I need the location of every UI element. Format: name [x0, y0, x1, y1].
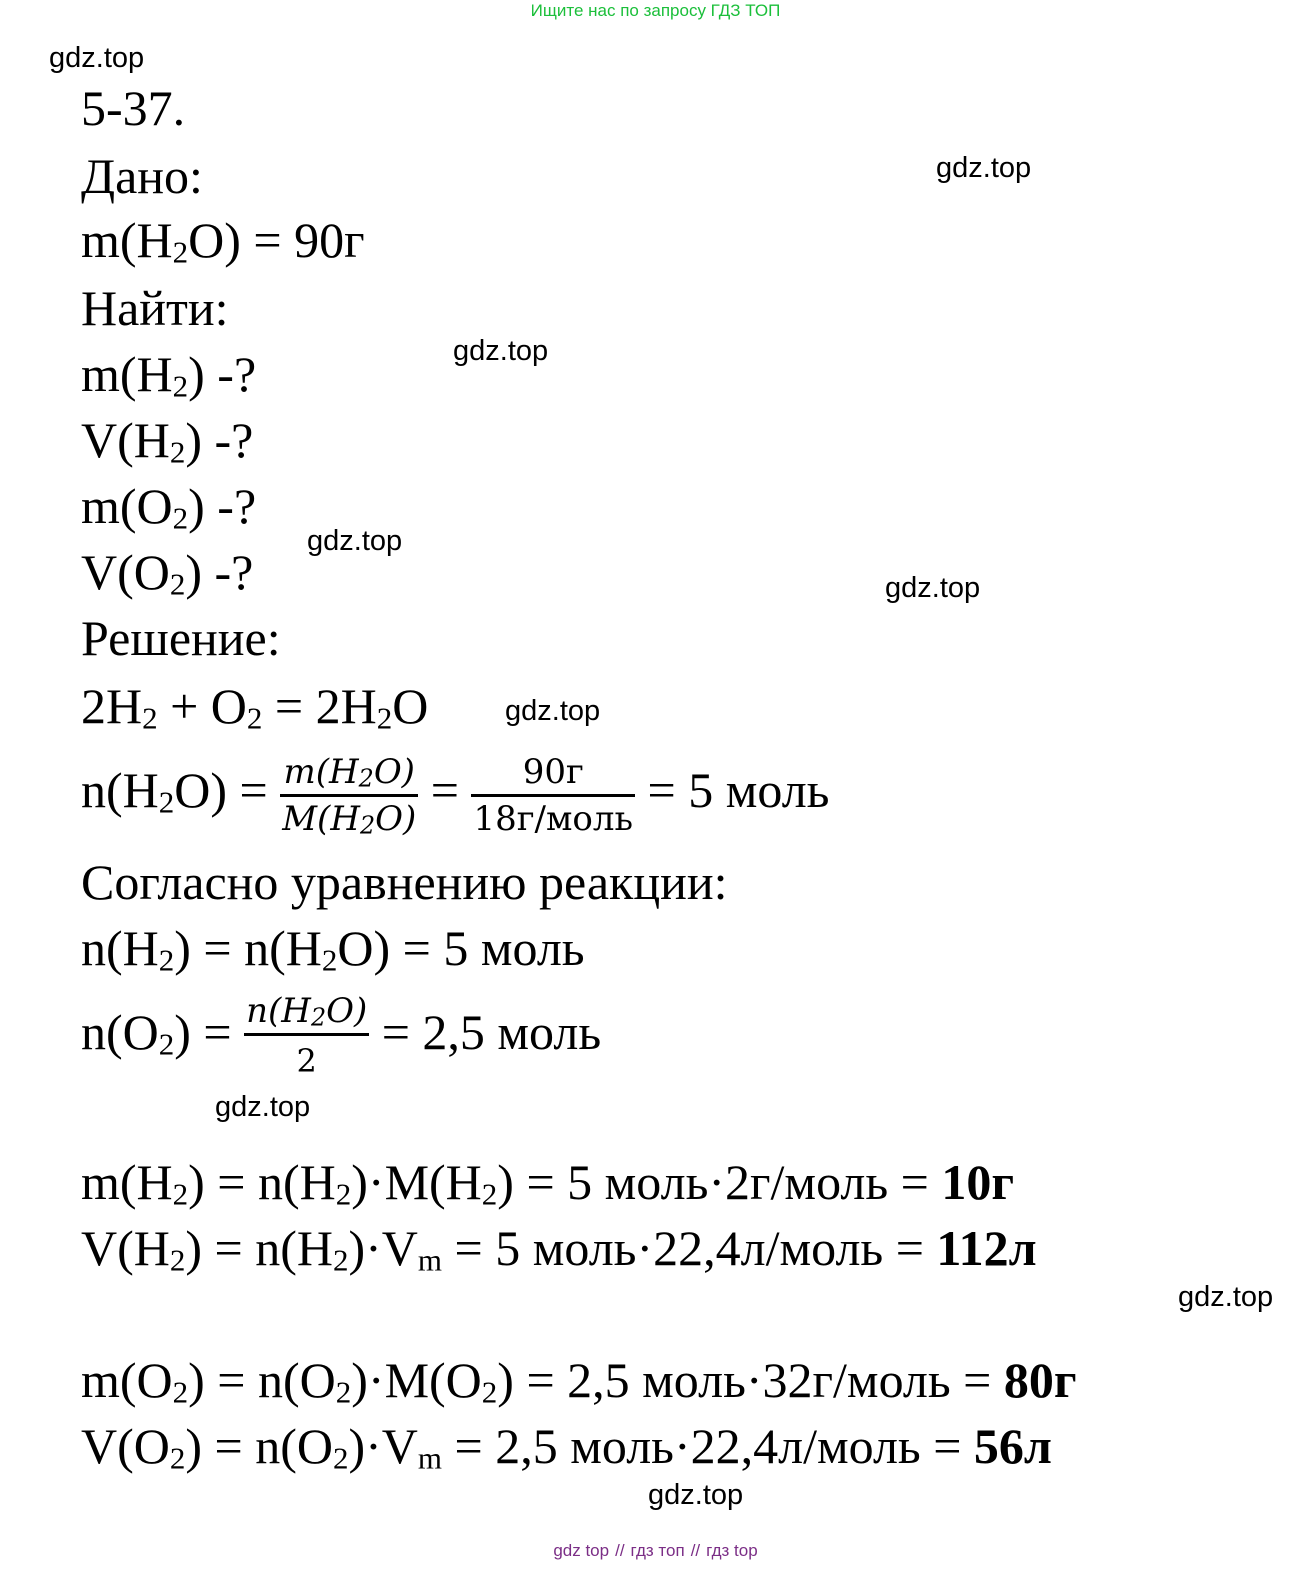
- moles-oxygen: n(O2) = $\frac{n(H2O)}{2}$ = 2,5 моль: [81, 984, 601, 1086]
- answer-volume-oxygen: 56л: [973, 1418, 1052, 1474]
- moles-water-formula: n(H2O) = $\frac{m(H2O)}{M(H2O)}$ = $\frac{90г}{\text{18г/моль}}$ = 5 моль: [81, 752, 830, 840]
- fraction-values: $\frac{90г}{\text{18г/моль}}$: [473, 752, 634, 840]
- footer-link[interactable]: гдз top: [706, 1541, 758, 1560]
- solution-label: Решение:: [81, 610, 281, 666]
- watermark: gdz.top: [49, 42, 145, 74]
- footer-link[interactable]: gdz top: [553, 1541, 610, 1560]
- watermark: gdz.top: [648, 1479, 744, 1511]
- mass-hydrogen: m(H2) = n(H2)·M(H2) = 5 моль·2г/моль = 10г: [81, 1154, 1015, 1212]
- answer-mass-hydrogen: 10г: [941, 1154, 1015, 1210]
- answer-volume-hydrogen: 112л: [936, 1220, 1037, 1276]
- according-to-equation: Согласно уравнению реакции:: [81, 854, 728, 910]
- top-banner: Ищите нас по запросу ГДЗ ТОП: [530, 1, 781, 20]
- watermark: gdz.top: [453, 335, 549, 367]
- find-item: V(O2) -?: [81, 544, 254, 602]
- task-number: 5-37.: [81, 80, 186, 136]
- volume-oxygen: V(O2) = n(O2)·Vm = 2,5 моль·22,4л/моль = 56л: [81, 1418, 1052, 1476]
- find-item: m(O2) -?: [81, 478, 257, 536]
- watermark: gdz.top: [307, 525, 403, 557]
- moles-hydrogen: n(H2) = n(H2O) = 5 моль: [81, 920, 585, 978]
- watermark: gdz.top: [885, 572, 981, 604]
- find-item: m(H2) -?: [81, 346, 257, 404]
- find-item: V(H2) -?: [81, 412, 254, 470]
- mass-oxygen: m(O2) = n(O2)·M(O2) = 2,5 моль·32г/моль = 80г: [81, 1352, 1077, 1410]
- footer-links: gdz top // гдз топ // гдз top: [553, 1541, 758, 1560]
- watermark: gdz.top: [936, 152, 1032, 184]
- find-label: Найти:: [81, 280, 229, 336]
- footer-link[interactable]: гдз топ: [630, 1541, 685, 1560]
- watermark: gdz.top: [505, 695, 601, 727]
- answer-mass-oxygen: 80г: [1003, 1352, 1077, 1408]
- watermark: gdz.top: [215, 1091, 311, 1123]
- volume-hydrogen: V(H2) = n(H2)·Vm = 5 моль·22,4л/моль = 112л: [81, 1220, 1037, 1278]
- fraction-moles-over-two: $\frac{n(H2O)}{2}$: [246, 991, 368, 1081]
- watermark: gdz.top: [1178, 1281, 1274, 1313]
- fraction-mass-over-molar: $\frac{m(H2O)}{M(H2O)}$: [282, 752, 417, 840]
- given-mass-water: m(H2O) = 90г: [81, 212, 365, 270]
- reaction-equation: 2H2 + O2 = 2H2O: [81, 678, 429, 736]
- given-label: Дано:: [81, 148, 203, 204]
